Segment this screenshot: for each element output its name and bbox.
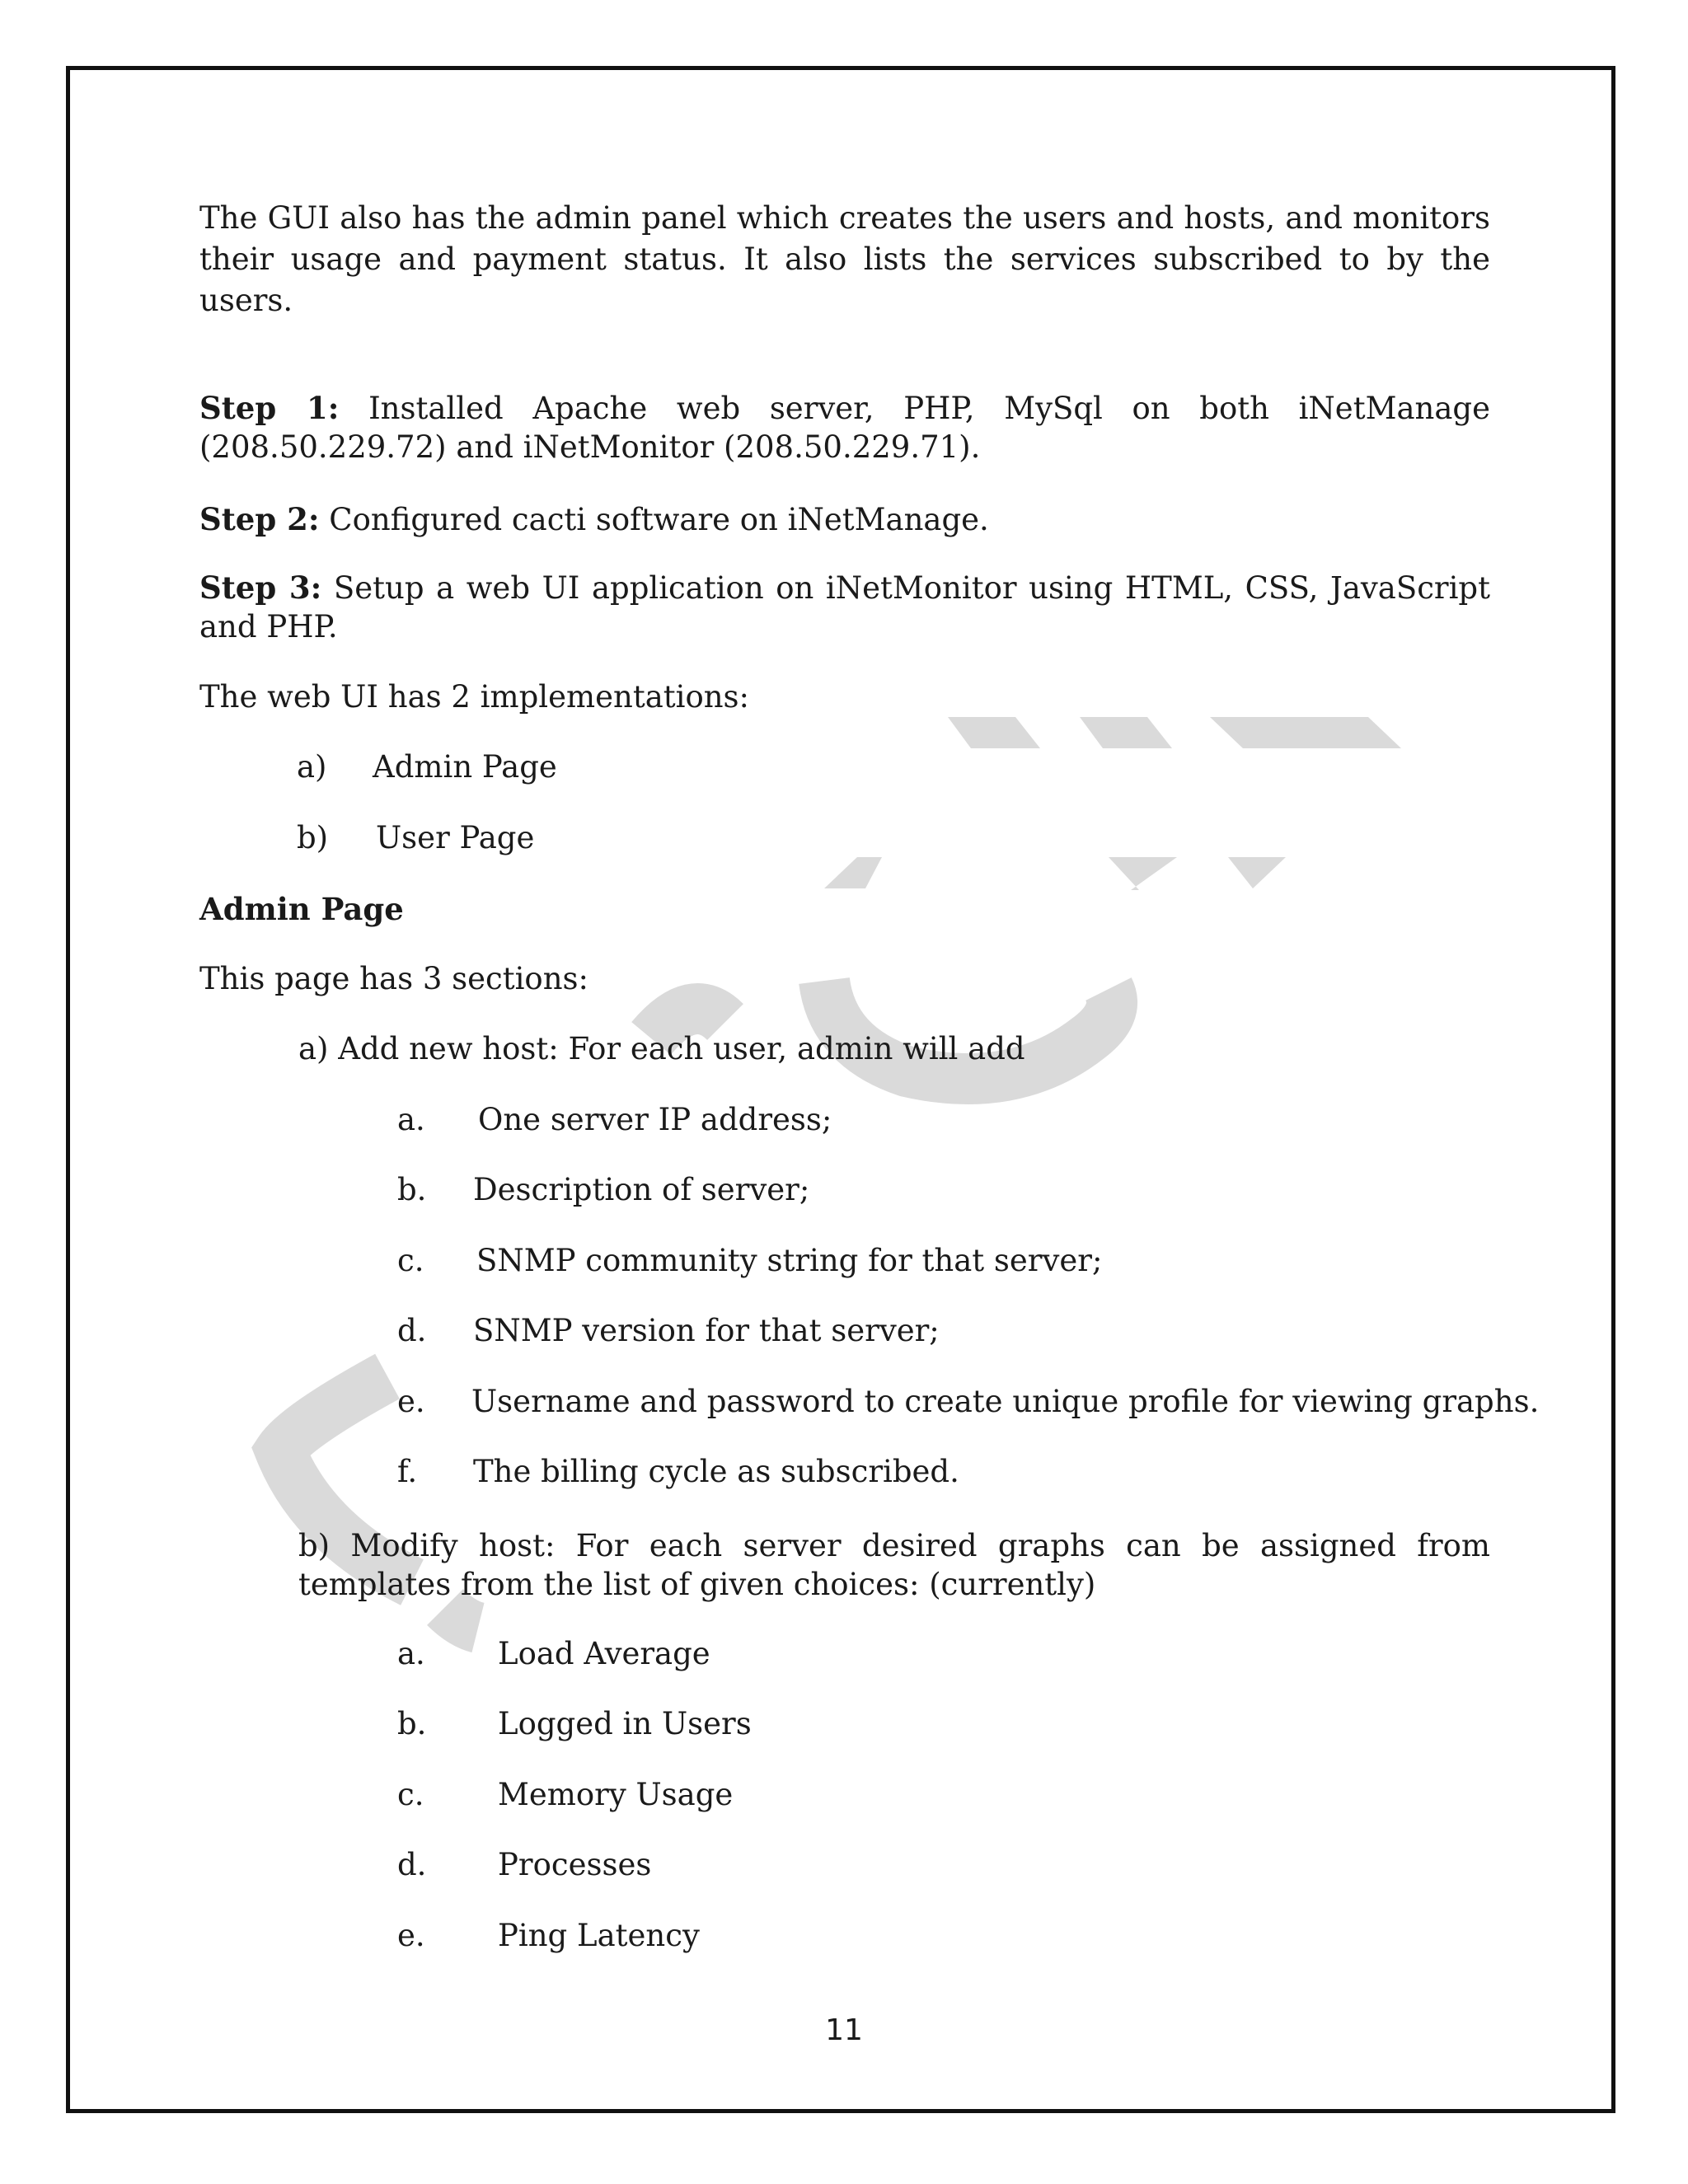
graph-template-marker: c.: [397, 1777, 424, 1812]
sections-intro: This page has 3 sections:: [199, 961, 588, 996]
host-field-marker: f.: [397, 1454, 418, 1489]
graph-template-marker: d.: [397, 1847, 427, 1882]
intro-paragraph: The GUI also has the admin panel which creates the users and hosts, and monitors their usage and payment status. It also lists the services subscribed to by the users.: [199, 200, 1490, 318]
section-add-new-host: a) Add new host: For each user, admin will add: [298, 1031, 1025, 1066]
graph-template-item: Load Average: [498, 1636, 710, 1671]
implementation-user-page: User Page: [376, 820, 535, 855]
host-field-item: Username and password to create unique profile for viewing graphs.: [471, 1384, 1540, 1419]
host-field-marker: d.: [397, 1313, 427, 1348]
step-2-label: Step 2:: [199, 501, 320, 537]
step-3: [199, 569, 1490, 646]
implementation-marker-a: a): [297, 749, 327, 785]
step-2-text: Configured cacti software on iNetManage.: [319, 502, 989, 537]
graph-template-item: Ping Latency: [498, 1918, 700, 1953]
step-1: [199, 389, 1490, 466]
step-3-text: Setup a web UI application on iNetMonitor using HTML, CSS, JavaScript and PHP.: [199, 570, 1490, 644]
page-number: 11: [825, 2013, 863, 2047]
graph-template-item: Memory Usage: [498, 1777, 734, 1812]
step-3-label: Step 3:: [199, 569, 322, 606]
host-field-marker: a.: [397, 1102, 425, 1137]
host-field-item: One server IP address;: [478, 1102, 832, 1137]
implementations-intro: The web UI has 2 implementations:: [199, 679, 750, 715]
host-field-item: SNMP community string for that server;: [476, 1243, 1103, 1278]
implementation-admin-page: Admin Page: [373, 749, 557, 785]
graph-template-marker: a.: [397, 1636, 425, 1671]
graph-template-item: Logged in Users: [498, 1706, 752, 1741]
section-modify-host: b) Modify host: For each server desired graphs can be assigned from templates from the list of given choices: (currently): [298, 1528, 1490, 1602]
host-field-marker: e.: [397, 1384, 425, 1419]
host-field-marker: c.: [397, 1243, 424, 1278]
host-field-item: SNMP version for that server;: [473, 1313, 940, 1348]
implementation-marker-b: b): [297, 820, 329, 855]
host-field-marker: b.: [397, 1172, 427, 1207]
graph-template-item: Processes: [498, 1847, 652, 1882]
step-2: [199, 499, 1490, 541]
graph-template-marker: e.: [397, 1918, 425, 1953]
step-1-label: Step 1:: [199, 390, 340, 426]
admin-page-heading: Admin Page: [199, 891, 404, 927]
host-field-item: Description of server;: [473, 1172, 810, 1207]
step-1-text: Installed Apache web server, PHP, MySql on both iNetManage (208.50.229.72) and iNetMonitor (208.50.229.71).: [199, 391, 1490, 465]
graph-template-marker: b.: [397, 1706, 427, 1741]
host-field-item: The billing cycle as subscribed.: [473, 1454, 959, 1489]
